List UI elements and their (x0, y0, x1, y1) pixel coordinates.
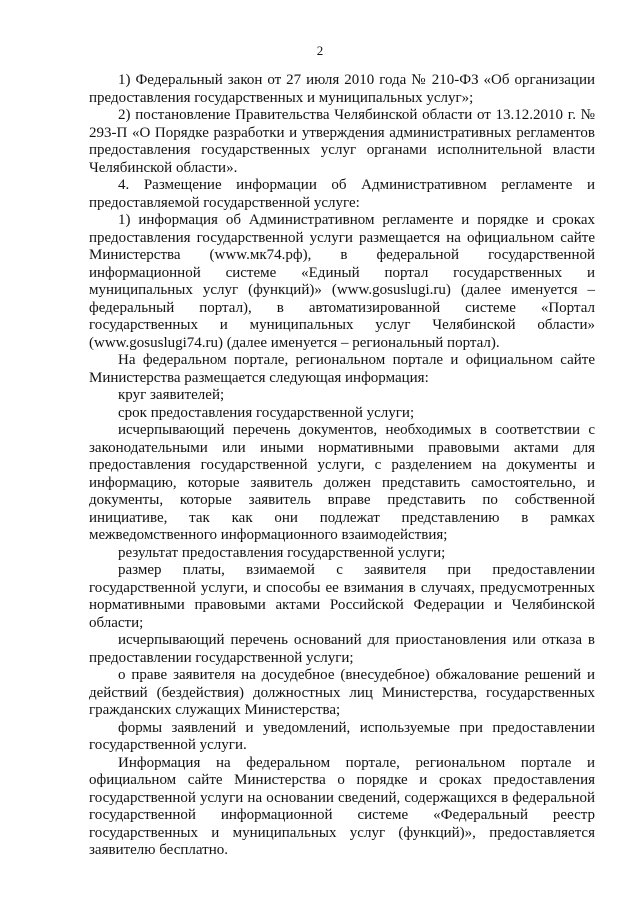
paragraph-info-placement: 1) информация об Административном регламенте и порядке и сроках предоставления государственной услуги размещается на официальном сайте Министерства (www.мк74.рф), в федеральной государственной информационной системе «Единый портал государственных и муниципальных услуг (функций)» (www.gosuslugi.ru) (далее именуется – федеральный портал), в автоматизированной системе «Портал государственных и муниципальных услуг Челябинской области» (www.gosuslugi74.ru) (далее именуется – региональный портал). (89, 212, 595, 351)
list-item-service-term: срок предоставления государственной услуги; (118, 404, 415, 421)
paragraph-resolution-293p: 2) постановление Правительства Челябинской области от 13.12.2010 г. № 293-П «О Порядке разработки и утверждения административных регламентов предоставления государственных услуг органами исполнительной власти Челябинской области». (89, 107, 595, 176)
page-number: 2 (316, 43, 324, 58)
paragraph-free-of-charge: Информация на федеральном портале, региональном портале и официальном сайте Министерства о порядке и сроках предоставления государственной услуги на основании сведений, содержащихся в федеральной государственной информационной системе «Федеральный реестр государственных и муниципальных услуг (функций)», предоставляется заявителю бесплатно. (89, 754, 595, 858)
list-item-fee: размер платы, взимаемой с заявителя при предоставлении государственной услуги, и способы ее взимания в случаях, предусмотренных нормативными правовыми актами Российской Федерации и Челябинской области; (89, 562, 595, 631)
list-item-service-result: результат предоставления государственной услуги; (118, 544, 446, 561)
list-item-forms: формы заявлений и уведомлений, используемые при предоставлении государственной услуги. (89, 719, 595, 753)
document-body (89, 72, 595, 860)
paragraph-section-4-heading: 4. Размещение информации об Административном регламенте и предоставляемой государственной услуге: (89, 177, 595, 211)
list-item-refusal-grounds: исчерпывающий перечень оснований для приостановления или отказа в предоставлении государственной услуги; (89, 632, 595, 666)
list-item-applicants: круг заявителей; (118, 387, 225, 403)
paragraph-law-210fz: 1) Федеральный закон от 27 июля 2010 года № 210-ФЗ «Об организации предоставления государственных и муниципальных услуг»; (89, 72, 595, 106)
list-item-appeal-rights: о праве заявителя на досудебное (внесудебное) обжалование решений и действий (бездействия) должностных лиц Министерства, государственных гражданских служащих Министерства; (89, 667, 595, 718)
list-item-documents-list: исчерпывающий перечень документов, необходимых в соответствии с законодательными или иными нормативными правовыми актами для предоставления государственной услуги, с разделением на документы и информацию, которые заявитель должен представить самостоятельно, и документы, которые заявитель вправе представить по собственной инициативе, так как они подлежат представлению в рамках межведомственного информационного взаимодействия; (89, 422, 595, 543)
paragraph-portal-info-intro: На федеральном портале, региональном портале и официальном сайте Министерства размещается следующая информация: (89, 352, 595, 386)
